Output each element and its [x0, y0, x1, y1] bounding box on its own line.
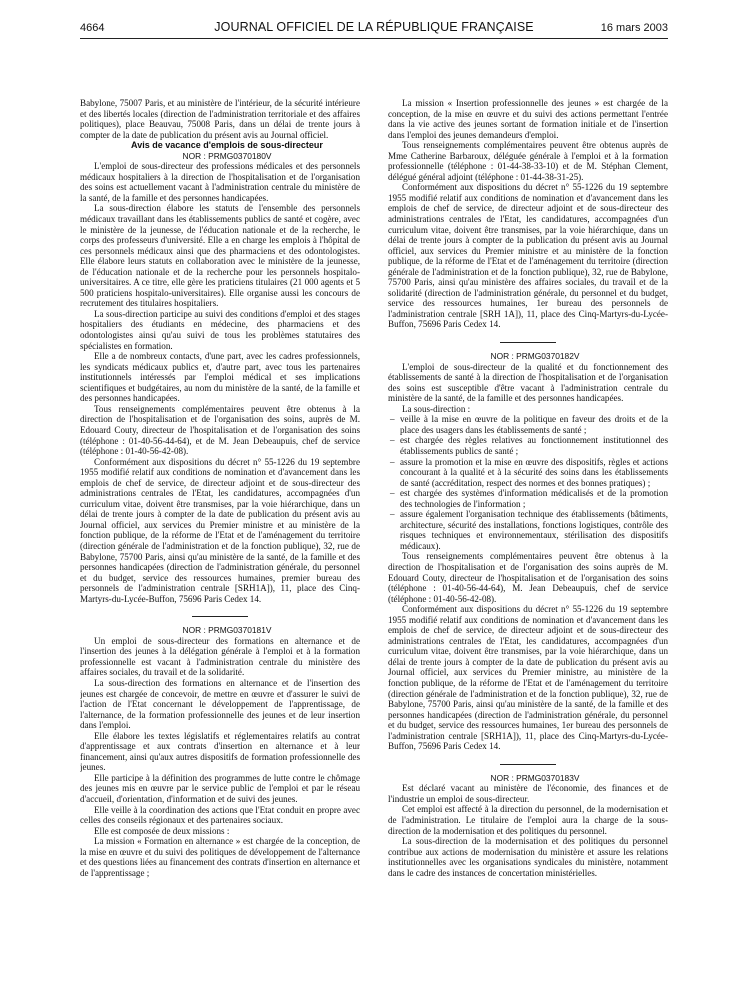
- paragraph: Est déclaré vacant au ministère de l'économie, des finances et de l'industrie un emploi de sous-directeur.: [388, 783, 668, 804]
- header-rule: [80, 38, 668, 39]
- nor-reference: NOR : PRMG0370183V: [490, 772, 580, 783]
- separator-rule: [500, 342, 556, 343]
- nor-reference: NOR : PRMG0370180V: [182, 150, 272, 161]
- right-column: [388, 98, 668, 970]
- paragraph: Babylone, 75007 Paris, et au ministère de l'intérieur, de la sécurité intérieure et des libertés locales (direction de l'administration territoriale et des affaires politiques), place Beauvau, 75008 Paris, dans un délai de trente jours à compter de la date de publication du présent avis au Journal officiel.: [80, 98, 360, 140]
- section-heading: Avis de vacance d'emplois de sous-directeur: [131, 140, 323, 151]
- paragraph: La sous-direction de la modernisation et des politiques du personnel contribue aux actions de modernisation du ministère et assure les relations institutionnelles avec les organisations syndicales du ministère, notamment dans le cadre des instances de concertation ministérielles.: [388, 836, 668, 878]
- paragraph: Elle participe à la définition des programmes de lutte contre le chômage des jeunes mis en œuvre par le service public de l'emploi et par le réseau d'accueil, d'orientation, d'information et de suivi des jeunes.: [80, 772, 360, 804]
- paragraph: Un emploi de sous-directeur des formations en alternance et de l'insertion des jeunes à la délégation générale à l'emploi et à la formation professionnelle est vacant à l'administration centrale du ministère des affaires sociales, du travail et de la solidarité.: [80, 635, 360, 678]
- paragraph: Tous renseignements complémentaires peuvent être obtenus à la direction de l'hospitalisation et de l'organisation des soins, auprès de M. Edouard Couty, directeur de l'hospitalisation et de l'organisation des soins (téléphone : 01-40-56-44-64), et de M. Jean Debeaupuis, chef de service (téléphone : 01-40-56-42-08).: [80, 403, 360, 457]
- separator-rule: [192, 616, 248, 617]
- nor-reference: NOR : PRMG0370181V: [182, 625, 272, 636]
- issue-date: 16 mars 2003: [600, 22, 668, 34]
- list-item: – est chargée des systèmes d'information médicalisés et de la promotion des technologies de l'information ;: [400, 488, 668, 509]
- paragraph: Elle élabore les textes législatifs et réglementaires relatifs au contrat d'apprentissage et aux contrats d'insertion en alternance et à leur financement, ainsi qu'aux autres dispositifs de formation professionnelle des jeunes.: [80, 730, 360, 773]
- paragraph: Conformément aux dispositions du décret n° 55-1226 du 19 septembre 1955 modifié relatif aux conditions de nomination et d'avancement dans les emplois de chef de service, de directeur adjoint et de sous-directeur des administrations centrales de l'Etat, les candidatures, accompagnées d'un curriculum vitae, doivent être transmises, par la voie hiérarchique, dans un délai de trente jours à compter de la publication du présent avis au Journal officiel, aux services du Premier ministre et au ministère de la fonction publique, de la réforme de l'Etat et de l'aménagement du territoire (direction générale de l'administration et de la fonction publique), 32, rue de Babylone, 75700 Paris, ainsi qu'au ministère des affaires sociales, du travail et de la solidarité (direction de l'administration générale, du personnel et du budget, service des ressources humaines, 1er bureau des personnels de l'administration centrale [SRH 1A]), 11, place des Cinq-Martyrs-du-Lycée-Buffon, 75696 Paris Cedex 14.: [388, 182, 668, 330]
- paragraph: La sous-direction des formations en alternance et de l'insertion des jeunes est chargée de concevoir, de mettre en œuvre et d'assurer le suivi de l'action de l'Etat concernant le développement de l'apprentissage, de l'alternance, de la formation professionnelle des jeunes et de leur insertion dans l'emploi.: [80, 677, 360, 731]
- separator-rule: [500, 764, 556, 765]
- paragraph: Elle veille à la coordination des actions que l'Etat conduit en propre avec celles des conseils régionaux et des partenaires sociaux.: [80, 804, 360, 826]
- paragraph: La sous-direction participe au suivi des conditions d'emploi et des stages hospitaliers des étudiants en médecine, des pharmaciens et des odontologistes ainsi qu'au suivi de tous les problèmes statutaires des spécialistes en formation.: [80, 308, 360, 351]
- paragraph: L'emploi de sous-directeur des professions médicales et des personnels médicaux hospitaliers à la direction de l'hospitalisation et de l'organisation des soins est actuellement vacant à l'administration centrale du ministère de la santé, de la famille et des personnes handicapées.: [80, 161, 360, 203]
- paragraph: Elle est composée de deux missions :: [94, 825, 230, 836]
- nor-reference: NOR : PRMG0370182V: [490, 351, 580, 362]
- list-item: – assure également l'organisation technique des établissements (bâtiments, architecture, sécurité des installations, fonctions logistiques, contrôle des risques techniques et environnementaux, stérilisation des dispositifs médicaux).: [400, 509, 668, 551]
- page-header: [80, 20, 668, 38]
- left-column: [80, 98, 360, 970]
- paragraph: La sous-direction :: [402, 403, 471, 414]
- paragraph: Cet emploi est affecté à la direction du personnel, de la modernisation et de l'administration. Le titulaire de l'emploi aura la charge de la sous-direction de la modernisation et des politiques du personnel.: [388, 804, 668, 836]
- paragraph: Tous renseignements complémentaires peuvent être obtenus à la direction de l'hospitalisation et de l'organisation des soins auprès de M. Edouard Couty, directeur de l'hospitalisation et de l'organisation des soins (téléphone : 01-40-56-44-64), M. Jean Debeaupuis, chef de service (téléphone : 01-40-56-42-08).: [388, 551, 668, 604]
- paragraph: Conformément aux dispositions du décret n° 55-1226 du 19 septembre 1955 modifié relatif aux conditions de nomination et d'avancement dans les emplois de chef de service, de directeur adjoint et de sous-directeur des administrations centrales de l'Etat, les candidatures, accompagnées d'un curriculum vitae, doivent être transmises, par la voie hiérarchique, dans un délai de trente jours à compter de la date de publication du présent avis au Journal officiel, aux services du Premier ministre et au ministère de la fonction publique, de la réforme de l'Etat et de l'aménagement du territoire (direction générale de l'administration et de la fonction publique), 32, rue de Babylone, 75700 Paris, ainsi qu'au ministère de la santé, de la famille et des personnes handicapées (direction de l'administration générale, du personnel et du budget, service des ressources humaines, premier bureau des personnels de l'administration centrale [SRH1A]), 11, place des Cinq-Martyrs-du-Lycée-Buffon, 75696 Paris Cedex 14.: [80, 456, 360, 604]
- journal-title: JOURNAL OFFICIEL DE LA RÉPUBLIQUE FRANÇAISE: [214, 20, 534, 34]
- list-item: – est chargée des règles relatives au fonctionnement institutionnel des établissements publics de santé ;: [400, 435, 668, 456]
- paragraph: L'emploi de sous-directeur de la qualité et du fonctionnement des établissements de santé à la direction de l'hospitalisation et de l'organisation des soins est susceptible d'être vacant à l'administration centrale du ministère de la santé, de la famille et des personnes handicapées.: [388, 361, 668, 404]
- list-item: – veille à la mise en œuvre de la politique en faveur des droits et de la place des usagers dans les établissements de santé ;: [400, 414, 668, 435]
- page-number: 4664: [80, 22, 105, 34]
- paragraph: Tous renseignements complémentaires peuvent être obtenus auprès de Mme Catherine Barbaroux, déléguée générale à l'emploi et à la formation professionnelle (téléphone : 01-44-38-33-10) et de M. Stéphan Clement, délégué général adjoint (téléphone : 01-44-38-31-25).: [388, 140, 668, 182]
- paragraph: Elle a de nombreux contacts, d'une part, avec les cadres professionnels, les syndicats médicaux publics et, d'autre part, avec tous les partenaires institutionnels intéressés par l'emploi médical et ses implications scientifiques et budgétaires, au nom du ministère de la santé, de la famille et des personnes handicapées.: [80, 351, 360, 404]
- responsibility-list: [388, 414, 668, 551]
- paragraph: La mission « Formation en alternance » est chargée de la conception, de la mise en œuvre et du suivi des politiques de développement de l'alternance et des questions liées au financement des contrats d'insertion en alternance et de l'apprentissage ;: [80, 836, 360, 878]
- paragraph: La mission « Insertion professionnelle des jeunes » est chargée de la conception, de la mise en œuvre et du suivi des actions permettant l'entrée dans la vie active des jeunes sortant de formation initiale et de l'insertion dans l'emploi des jeunes demandeurs d'emploi.: [388, 98, 668, 140]
- paragraph: Conformément aux dispositions du décret n° 55-1226 du 19 septembre 1955 modifié relatif aux conditions de nomination et d'avancement dans les emplois de chef de service, de directeur adjoint et de sous-directeur des administrations centrales de l'Etat, les candidatures, accompagnées d'un curriculum vitae, doivent être transmises, par la voie hiérarchique, dans un délai de trente jours à compter de la date de publication du présent avis au Journal officiel, aux services du Premier ministre, au ministère de la fonction publique, de la réforme de l'Etat et de l'aménagement du territoire (direction générale de l'administration et de la fonction publique), 32, rue de Babylone, 75700 Paris, ainsi qu'au ministère de la santé, de la famille et des personnes handicapées (direction de l'administration générale, du personnel et du budget, service des ressources humaines, 1er bureau des personnels de l'administration centrale [SRH1A]), 11, place des Cinq-Martyrs-du-Lycée-Buffon, 75696 Paris Cedex 14.: [388, 604, 668, 752]
- paragraph: La sous-direction élabore les statuts de l'ensemble des personnels médicaux travaillant dans les établissements publics de santé et cogère, avec le ministère de la jeunesse, de l'éducation nationale et de la recherche, le corps des professeurs d'université. Elle a en charge les emplois à l'hôpital de ces personnels médicaux ainsi que des pharmaciens et des odontologistes. Elle élabore leurs statuts en collaboration avec le ministère de la jeunesse, de l'éducation nationale et de la recherche pour les personnels hospitalo-universitaires. A ce titre, elle gère les praticiens titulaires (21 000 agents et 5 500 praticiens hospitalo-universitaires). Elle organise aussi les concours de recrutement des titulaires hospitaliers.: [80, 203, 360, 309]
- list-item: – assure la promotion et la mise en œuvre des dispositifs, règles et actions concourant à la qualité et à la sécurité des soins dans les établissements de santé (accréditation, respect des normes et des bonnes pratiques) ;: [400, 457, 668, 489]
